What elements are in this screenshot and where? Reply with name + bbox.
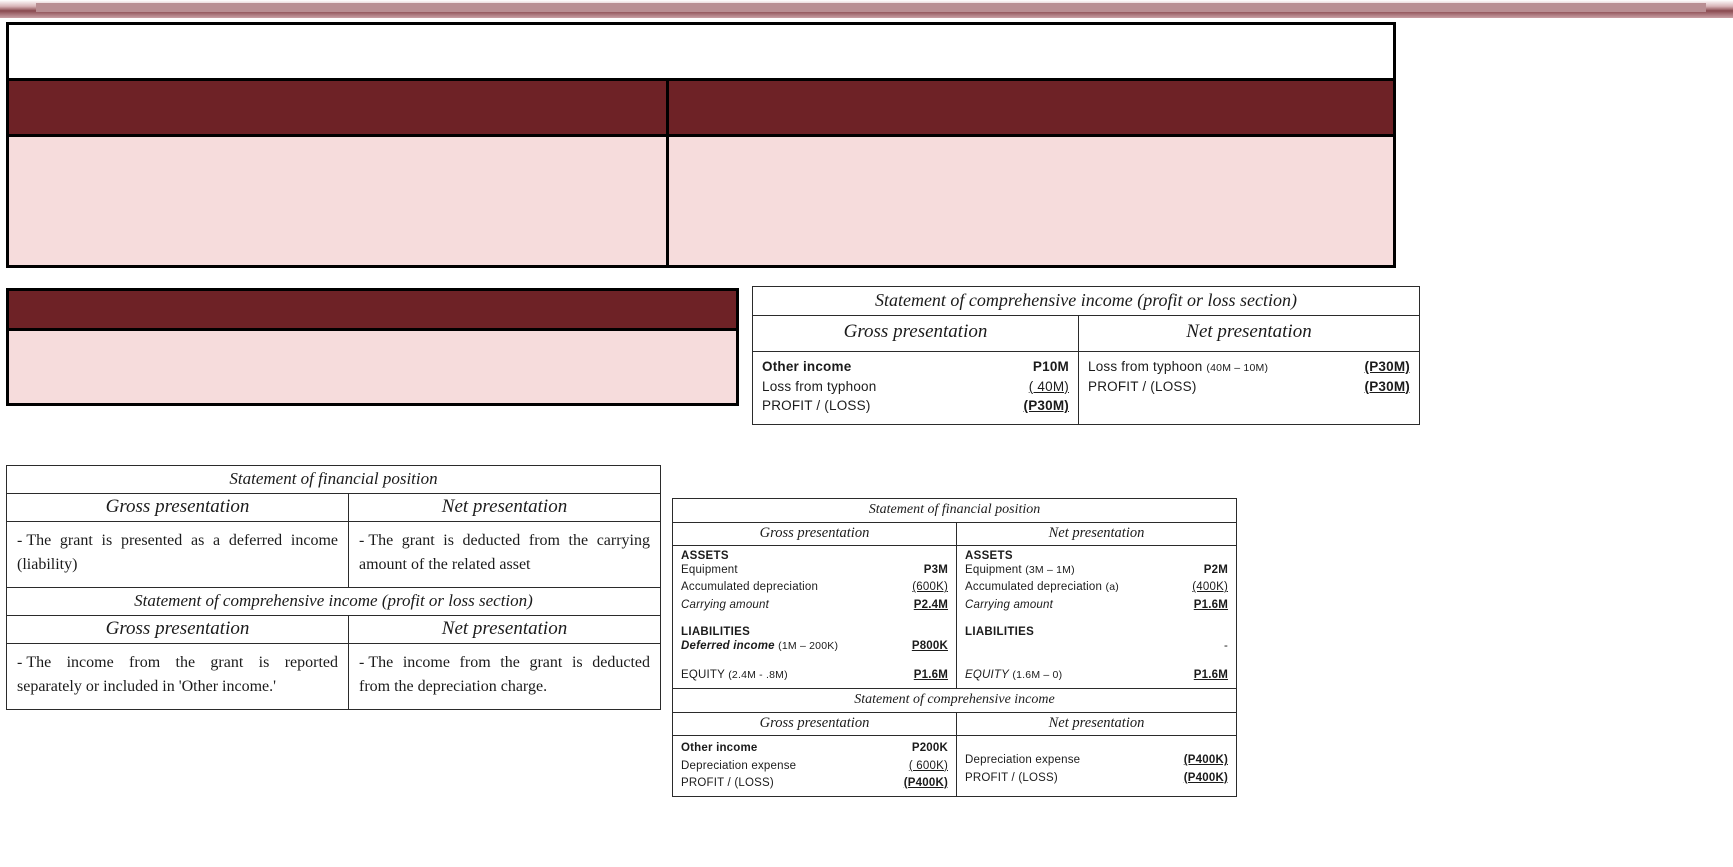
note-fp-body [673,546,1236,689]
note-desc-gross-ci-bullet: - [17,654,23,671]
note-ci-top-net-column [1079,352,1419,424]
note-fp-net-asset-value-1: (400K) [1192,581,1228,594]
note-fp-gross-liability-label-0: Deferred income [681,639,775,652]
note-desc-gross-ci-text: The income from the grant is reported separately or included in 'Other income.' [17,654,338,695]
note-desc-header-gross-1: Gross presentation [7,494,349,521]
note-fp-gross-asset-label-2: Carrying amount [681,598,770,611]
note-desc-net-fp-text: The grant is deducted from the carrying amount of the related asset [359,532,650,573]
slide-table-secondary-body-row [9,331,736,403]
note-desc-body-1 [7,522,660,588]
note-fp-net-asset-note-1: (a) [1105,581,1119,594]
note-fp-net-asset-row [965,579,1228,596]
note-ci-top-net-label-1: PROFIT / (LOSS) [1088,378,1197,394]
note-ci-top-gross-label-0: Other income [762,359,852,374]
note-ci-top-header-gross: Gross presentation [753,316,1079,351]
note-fp-net-asset-row [965,562,1228,579]
note-fp-gross-asset-row [681,562,948,579]
note-fp-ci-header-gross: Gross presentation [673,713,957,735]
note-desc-gross-ci-cell [7,644,349,709]
note-desc-body-2 [7,644,660,709]
slide-table-body-cell-right [669,137,1393,265]
note-fp-net-spacer-2 [965,655,1228,667]
note-fp-net-equity-label-0: EQUITY [965,669,1010,681]
note-fp-ci-gross-column [673,736,957,796]
note-fp-ci-net-value-1: (P400K) [1183,771,1228,784]
slide-table-header-cell-left [9,81,669,134]
note-fp-gross-liability-value-0: P800K [911,639,948,652]
note-ci-top-gross-value-0: P10M [1032,359,1069,374]
slide-table-secondary-header-cell [9,291,736,328]
note-fp-gross-liability-row [681,638,948,655]
note-desc-net-ci-cell [349,644,660,709]
note-desc-net-fp-cell [349,522,660,587]
note-fp-ci-net-row [965,770,1228,787]
note-ci-top-gross-row [762,396,1069,416]
note-fp-gross-asset-value-0: P3M [923,564,948,576]
note-ci-top-header-net: Net presentation [1186,321,1312,342]
note-fp-net-liabilities-label: LIABILITIES [965,625,1035,638]
note-desc-header-net-2: Net presentation [441,618,568,639]
note-fp-ci-gross-row [681,758,948,775]
note-fp-ci-net-spacer [965,740,1228,752]
note-fp-ci-gross-label-1: Depreciation expense [681,759,797,772]
slide-table-body-cell-left [9,137,669,265]
note-ci-top-net-note-0: (40M – 10M) [1206,362,1269,374]
note-fp-gross-asset-label-1: Accumulated depreciation [681,581,819,594]
note-fp-header-gross: Gross presentation [673,523,957,545]
slide-table-body-row [9,137,1393,265]
note-desc-headers-2 [7,616,660,644]
note-financial-position-figures [672,498,1237,797]
note-fp-gross-asset-value-1: (600K) [912,581,948,594]
note-fp-gross-spacer-2 [681,655,948,667]
note-fp-ci-gross-value-0: P200K [911,742,948,755]
note-ci-top-gross-row [762,357,1069,377]
note-fp-net-liability-row [965,638,1228,655]
note-ci-top-gross-column [753,352,1079,424]
note-fp-net-equity-note-0: (1.6M – 0) [1012,669,1063,681]
note-fp-net-spacer-1 [965,614,1228,626]
slide-table-title-row [9,25,1393,81]
note-fp-gross-equity-note-0: (2.4M - .8M) [728,669,788,681]
note-desc-net-fp-bullet: - [359,532,365,549]
slide-table-secondary-body-cell [9,331,736,403]
note-fp-ci-gross-row [681,775,948,792]
note-desc-net-ci-text: The income from the grant is deducted from the depreciation charge. [359,654,650,695]
note-fp-ci-title: Statement of comprehensive income [673,689,1236,713]
note-fp-ci-net-column [957,736,1236,796]
note-desc-title-financial-position: Statement of financial position [7,466,660,494]
note-ci-top-gross-label-1: Loss from typhoon [762,378,877,394]
note-fp-net-asset-row [965,597,1228,614]
note-fp-gross-equity-label-0: EQUITY [681,669,725,681]
note-fp-ci-net-label-1: PROFIT / (LOSS) [965,771,1058,784]
note-fp-column-headers [673,523,1236,546]
slide-table-primary [6,22,1396,268]
note-ci-top-net-label-0: Loss from typhoon [1088,359,1203,374]
note-fp-ci-gross-value-1: ( 600K) [908,759,948,772]
note-comprehensive-income-typhoon [752,286,1420,425]
note-desc-headers-1 [7,494,660,522]
note-ci-top-title: Statement of comprehensive income (profit or loss section) [753,287,1419,316]
note-fp-gross-equity-value-0: P1.6M [913,669,948,681]
note-fp-ci-gross-row [681,740,948,757]
note-fp-net-asset-label-0: Equipment [965,564,1022,576]
note-fp-net-equity-value-0: P1.6M [1193,669,1228,681]
note-fp-ci-net-label-0: Depreciation expense [965,754,1081,767]
note-ci-top-gross-value-2: (P30M) [1023,398,1069,414]
note-fp-gross-column [673,546,957,688]
note-desc-gross-fp-cell [7,522,349,587]
note-fp-gross-liability-note-0: (1M – 200K) [778,639,839,652]
note-fp-gross-asset-value-2: P2.4M [913,598,948,611]
slide-table-header-row [9,81,1393,137]
note-ci-top-gross-value-1: ( 40M) [1028,378,1069,394]
note-ci-top-gross-row [762,377,1069,397]
slide-top-decoration-bar [0,0,1733,18]
note-fp-ci-gross-label-2: PROFIT / (LOSS) [681,776,774,789]
slide-table-secondary-header-row [9,291,736,331]
note-desc-title-comprehensive-income: Statement of comprehensive income (profit or loss section) [7,588,660,616]
note-fp-ci-column-headers [673,713,1236,736]
note-desc-header-net-1: Net presentation [441,496,568,517]
note-fp-ci-gross-value-2: (P400K) [903,776,948,789]
note-desc-gross-fp-text: The grant is presented as a deferred income (liability) [17,532,338,573]
note-desc-header-gross-2: Gross presentation [7,616,349,643]
note-fp-gross-equity-row [681,667,948,684]
note-ci-top-net-value-1: (P30M) [1364,378,1410,394]
slide-table-header-cell-right [669,81,1393,134]
note-fp-gross-asset-row [681,579,948,596]
slide-table-title-cell [9,25,1393,78]
note-fp-ci-net-row [965,752,1228,769]
note-ci-top-body [753,352,1419,424]
note-fp-ci-body [673,736,1236,796]
note-ci-top-gross-label-2: PROFIT / (LOSS) [762,398,871,414]
note-ci-top-net-row [1088,377,1410,397]
note-ci-top-column-headers [753,316,1419,352]
note-fp-ci-header-net: Net presentation [1048,715,1145,732]
note-desc-gross-fp-bullet: - [17,532,23,549]
note-fp-net-asset-value-0: P2M [1203,564,1228,576]
slide-top-rule [36,3,1706,12]
note-fp-header-net: Net presentation [1048,525,1145,541]
note-fp-title: Statement of financial position [673,499,1236,523]
note-fp-net-equity-row [965,667,1228,684]
note-fp-ci-net-value-0: (P400K) [1183,754,1228,767]
note-fp-gross-asset-row [681,597,948,614]
note-fp-net-asset-label-1: Accumulated depreciation [965,581,1103,594]
note-ci-top-net-value-0: (P30M) [1364,359,1410,374]
note-desc-net-ci-bullet: - [359,654,365,671]
note-fp-net-assets-label: ASSETS [965,550,1013,562]
note-ci-top-net-row [1088,357,1410,377]
note-ci-top-net-spacer [1088,396,1410,408]
note-fp-net-asset-value-2: P1.6M [1193,598,1228,611]
note-fp-net-liability-value-0: - [1223,639,1228,652]
note-fp-gross-assets-label: ASSETS [681,550,729,562]
slide-table-secondary [6,288,739,406]
note-fp-net-column [957,546,1236,688]
note-fp-net-asset-label-2: Carrying amount [965,598,1054,611]
note-fp-net-asset-note-0: (3M – 1M) [1025,564,1075,576]
note-fp-gross-spacer-1 [681,614,948,626]
note-grant-presentation-descriptions [6,465,661,710]
note-fp-gross-asset-label-0: Equipment [681,564,738,576]
note-fp-ci-gross-label-0: Other income [681,742,758,755]
note-fp-gross-liabilities-label: LIABILITIES [681,625,751,638]
